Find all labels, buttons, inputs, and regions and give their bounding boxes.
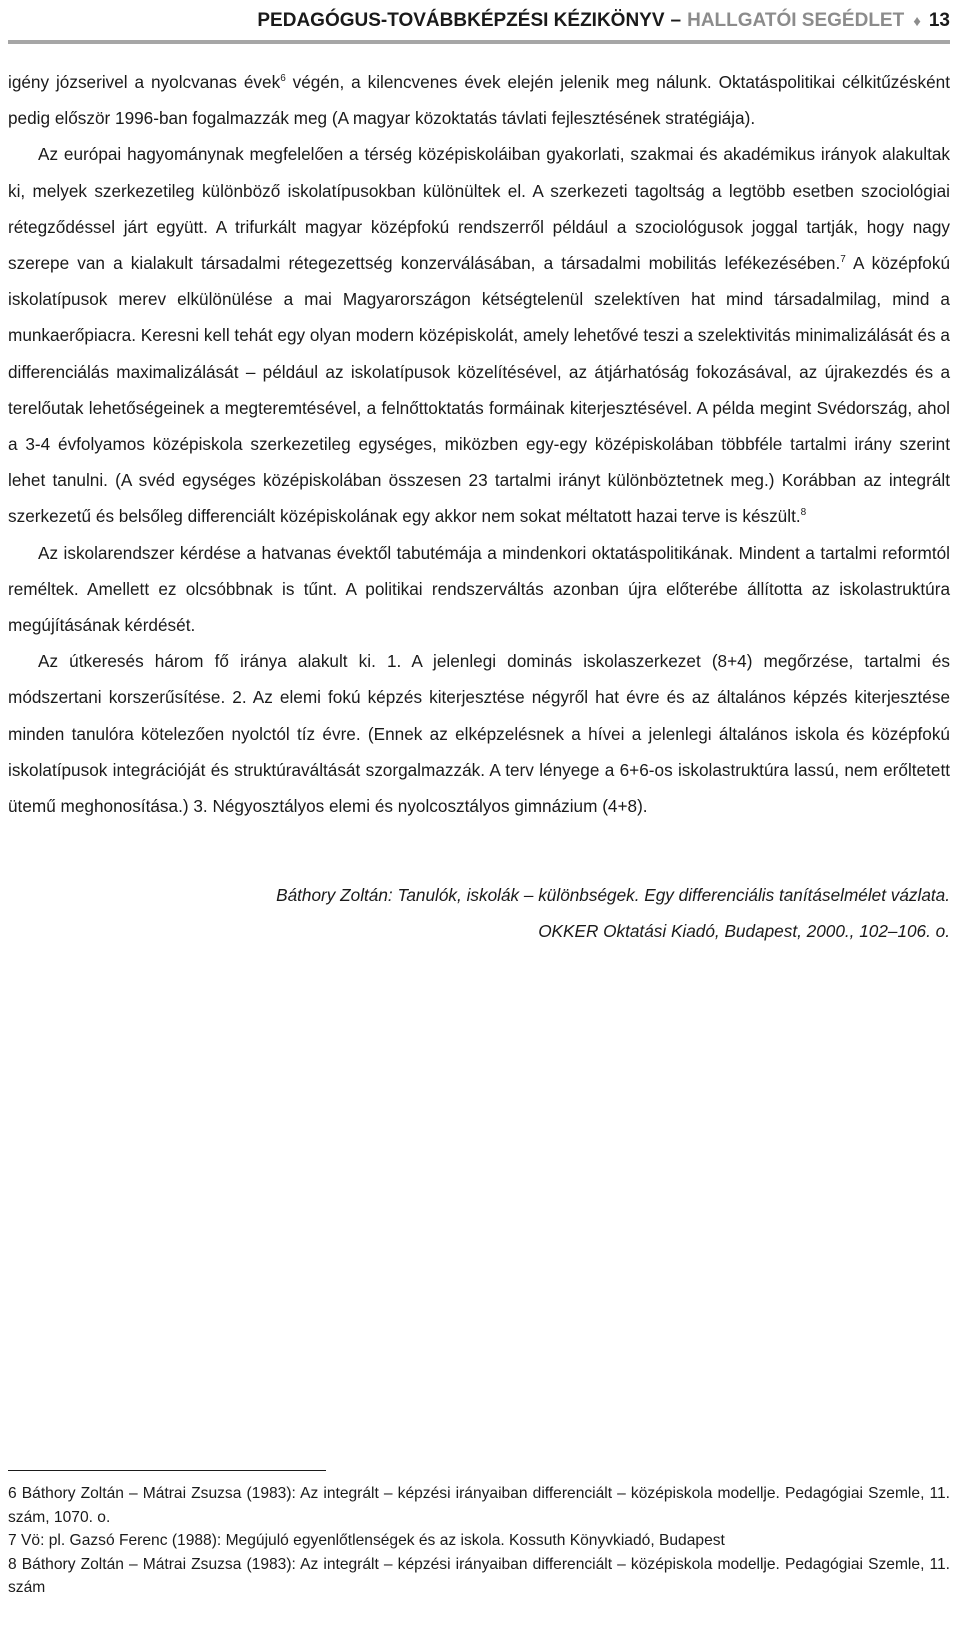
- footnote-number: 7: [8, 1532, 17, 1550]
- footnote-7: [8, 1529, 950, 1553]
- page-number: 13: [928, 10, 950, 31]
- footnote-ref-6[interactable]: 6: [280, 73, 286, 84]
- footnotes: [8, 1482, 950, 1600]
- paragraph-4: Az útkeresés három fő iránya alakult ki. 1. A jelenlegi dominás iskolaszerkezet (8+4) megőrzése, tartalmi és módszertani korszerűsítése. 2. Az elemi fokú képzés kiterjesztése négyről hat évre és az általános képzés kiterjesztése minden tanulóra kötelezően nyolctól tíz évre. (Ennek az elképzelésnek a hívei a jelenlegi általános iskola és középfokú iskolatípusok integrációját és struktúraváltását szorgalmazzák. A terv lényege a 6+6-os iskolastruktúra lassú, nem erőltetett ütemű meghonosítása.) 3. Négyosztályos elemi és nyolcosztályos gimnázium (4+8).: [8, 651, 950, 817]
- footnote-ref-8[interactable]: 8: [800, 507, 807, 519]
- footnote-8: [8, 1553, 950, 1600]
- header-separator: –: [670, 10, 682, 31]
- p2-text-a: Az európai hagyománynak megfelelően a térség középiskoláiban gyakorlati, szakmai és akadémikus irányok alakultak ki, melyek szerkezetileg különböző iskolatípusokban különültek el. A szerkezeti tagoltság a legtöbb esetben szociológiai rétegződéssel járt együtt. A trifurkált magyar középfokú rendszerről például a szociológusok joggal tartják, hogy nagy szerepe van a kialakult társadalmi rétegezettség konzerválásában, a társadalmi mobilitás lefékezésében.: [8, 144, 950, 274]
- footnote-ref-7[interactable]: 7: [840, 254, 846, 266]
- header-book-title: PEDAGÓGUS-TOVÁBBKÉPZÉSI KÉZIKÖNYV: [257, 10, 665, 31]
- footnote-text: Vö: pl. Gazsó Ferenc (1988): Megújuló egyenlőtlenségek és az iskola. Kossuth Könyvkiadó, Budapest: [16, 1532, 725, 1550]
- footnote-number: 8: [8, 1555, 17, 1573]
- footnote-6: [8, 1482, 950, 1529]
- footnote-rule: [8, 1470, 326, 1471]
- p2-text-b: A középfokú iskolatípusok merev elkülönülése a mai Magyarországon kétségtelenül szelektíven hat mind társadalmilag, mind a munkaerőpiacra. Keresni kell tehát egy olyan modern középiskolát, amely lehetővé teszi a szelektivitás minimalizálását és a differenciálás maximalizálását – például az iskolatípusok közelítésével, az átjárhatóság fokozásával, az újrakezdés és a terelőutak lehetőségeinek a megteremtésével, a felnőttoktatás formáinak kiterjesztésével. A példa megint Svédország, ahol a 3-4 évfolyamos középiskola szerkezetileg egységes, miközben egy-egy középiskolában többféle tartalmi irány szerint lehet tanulni. (A svéd egységes középiskolában összesen 23 tartalmi irányt különböztetnek meg.) Korábban az integrált szerkezetű és belsőleg differenciált középiskolának egy akkor nem sokat méltatott hazai terve is készült.: [8, 253, 951, 527]
- p1-text-a: igény józserivel a nyolcvanas évek: [8, 72, 281, 92]
- header-rule: [8, 40, 950, 44]
- p1-text-b: végén, a kilencvenes évek elején jelenik meg nálunk. Oktatáspolitikai célkitűzésként pedig először 1996-ban fogalmazzák meg (A magyar közoktatás távlati fejlesztésének stratégiája).: [8, 72, 950, 129]
- footnote-text: Báthory Zoltán – Mátrai Zsuzsa (1983): Az integrált – képzési irányaiban differenciált – középiskola modellje. Pedagógiai Szemle, 11. szám: [8, 1555, 950, 1597]
- paragraph-3: Az iskolarendszer kérdése a hatvanas évektől tabutémája a mindenkori oktatáspolitikának. Mindent a tartalmi reformtól reméltek. Amellett ez olcsóbbnak is tűnt. A politikai rendszerváltás azonban újra előterébe állította az iskolastruktúra megújításának kérdését.: [8, 542, 950, 636]
- citation-line-1: Báthory Zoltán: Tanulók, iskolák – különbségek. Egy differenciális tanításelmélet vázlata.: [276, 885, 950, 905]
- source-citation: [190, 877, 950, 949]
- paragraph-1: [8, 64, 950, 136]
- diamond-icon: ♦: [913, 12, 921, 30]
- footnote-number: 6: [8, 1485, 17, 1502]
- header-section-title: HALLGATÓI SEGÉDLET: [687, 10, 905, 31]
- citation-line-2: OKKER Oktatási Kiadó, Budapest, 2000., 102–106. o.: [538, 921, 950, 941]
- paragraph-2: [8, 136, 950, 534]
- running-header: [8, 4, 950, 38]
- footnote-text: Báthory Zoltán – Mátrai Zsuzsa (1983): Az integrált – képzési irányaiban differenciált – középiskola modellje. Pedagógiai Szemle, 11. szám, 1070. o.: [8, 1485, 950, 1526]
- main-text: [8, 64, 950, 824]
